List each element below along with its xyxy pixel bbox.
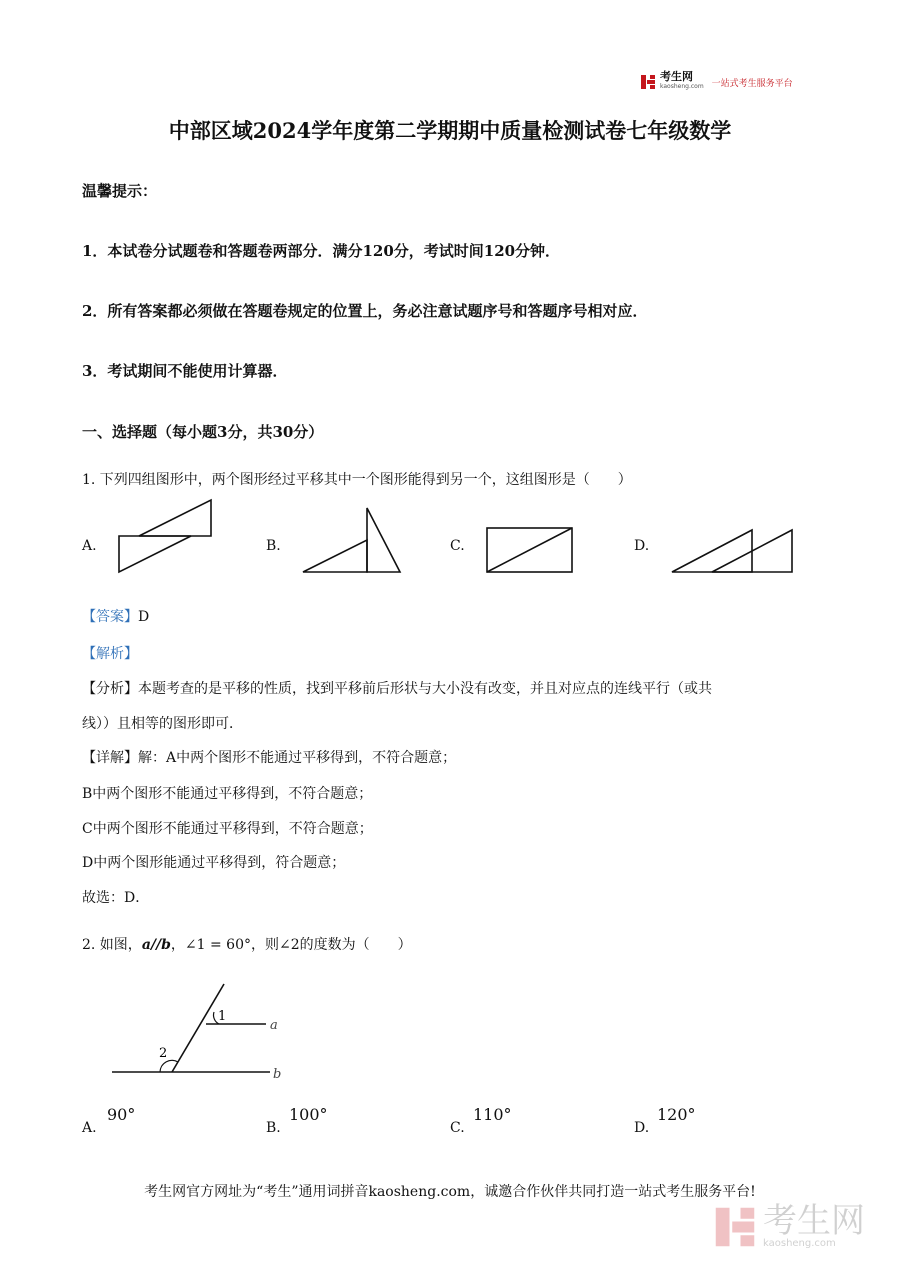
q2-option-a-value: 90° bbox=[107, 1105, 136, 1124]
q2-option-b-label: B. bbox=[266, 1120, 281, 1136]
q1-xiangjie: 【详解】解：A中两个图形不能通过平移得到，不符合题意； bbox=[82, 750, 457, 766]
q1-detail-c: C中两个图形不能通过平移得到，不符合题意； bbox=[82, 821, 373, 837]
q1-stem: 1. 下列四组图形中，两个图形经过平移其中一个图形能得到另一个，这组图形是（ ） bbox=[82, 472, 632, 488]
q2-stem: 2. 如图，a//b，∠1 = 60°，则∠2的度数为（ ） bbox=[82, 937, 412, 953]
q1-option-d-label: D. bbox=[634, 538, 650, 554]
q1-option-b-label: B. bbox=[266, 538, 281, 554]
angle-2-label: 2 bbox=[159, 1046, 168, 1061]
q1-option-c-label: C. bbox=[450, 538, 465, 554]
q2-figure bbox=[110, 980, 290, 1084]
analysis-label: 【解析】 bbox=[82, 646, 138, 662]
q2-option-c-value: 110° bbox=[473, 1105, 512, 1124]
header-logo bbox=[640, 72, 793, 92]
angle-1-label: 1 bbox=[218, 1009, 227, 1024]
watermark-brand: 考生网 kaosheng.com bbox=[763, 1201, 865, 1249]
watermark bbox=[713, 1203, 865, 1251]
notice-item-2: 2．所有答案都必须做在答题卷规定的位置上，务必注意试题序号和答题序号相对应． bbox=[82, 302, 648, 320]
q1-fenxi-line2: 线））且相等的图形即可． bbox=[82, 716, 243, 732]
q1-detail-d: D中两个图形能通过平移得到，符合题意； bbox=[82, 855, 346, 871]
line-b-label: b bbox=[273, 1067, 282, 1082]
q2-option-c-label: C. bbox=[450, 1120, 465, 1136]
kaosheng-watermark-icon bbox=[713, 1203, 757, 1251]
notice-heading: 温馨提示： bbox=[82, 182, 158, 200]
logo-slogan: 一站式考生服务平台 bbox=[711, 78, 793, 89]
q1-figure-b bbox=[300, 506, 404, 576]
line-a-label: a bbox=[270, 1018, 278, 1033]
section-heading: 一、选择题（每小题3分，共30分） bbox=[82, 423, 324, 441]
logo-brand: 考生网 kaosheng.com bbox=[660, 70, 704, 90]
fenxi-label: 【分析】 bbox=[82, 681, 138, 697]
q2-option-d-value: 120° bbox=[657, 1105, 696, 1124]
q1-conclusion: 故选：D． bbox=[82, 890, 150, 906]
page-title: 中部区域2024学年度第二学期期中质量检测试卷七年级数学 bbox=[168, 118, 732, 143]
q2-option-b-value: 100° bbox=[289, 1105, 328, 1124]
q1-figure-d bbox=[668, 526, 796, 576]
notice-item-3: 3．考试期间不能使用计算器． bbox=[82, 362, 288, 380]
q1-figure-a bbox=[115, 498, 215, 576]
q2-parallel: a//b bbox=[141, 937, 171, 953]
answer-label: 【答案】 bbox=[82, 609, 138, 625]
watermark-domain: kaosheng.com bbox=[763, 1238, 836, 1249]
q1-answer bbox=[82, 606, 149, 626]
q2-option-d-label: D. bbox=[634, 1120, 650, 1136]
q2-option-a-label: A. bbox=[82, 1120, 97, 1136]
footer-text: 考生网官方网址为“考生”通用词拼音kaosheng.com，诚邀合作伙伴共同打造一站式考生服务平台! bbox=[144, 1184, 756, 1200]
xiangjie-label: 【详解】 bbox=[82, 750, 138, 766]
q1-detail-b: B中两个图形不能通过平移得到，不符合题意； bbox=[82, 786, 373, 802]
q1-figure-c bbox=[484, 526, 576, 576]
answer-value: D bbox=[138, 609, 150, 625]
q1-fenxi-line1: 【分析】本题考查的是平移的性质，找到平移前后形状与大小没有改变，并且对应点的连线平行（或共 bbox=[82, 681, 712, 697]
q1-option-a-label: A. bbox=[82, 538, 97, 554]
logo-domain: kaosheng.com bbox=[660, 83, 704, 90]
notice-item-1: 1．本试卷分试题卷和答题卷两部分．满分120分，考试时间120分钟． bbox=[82, 242, 561, 260]
kaosheng-logo-icon bbox=[640, 74, 656, 90]
